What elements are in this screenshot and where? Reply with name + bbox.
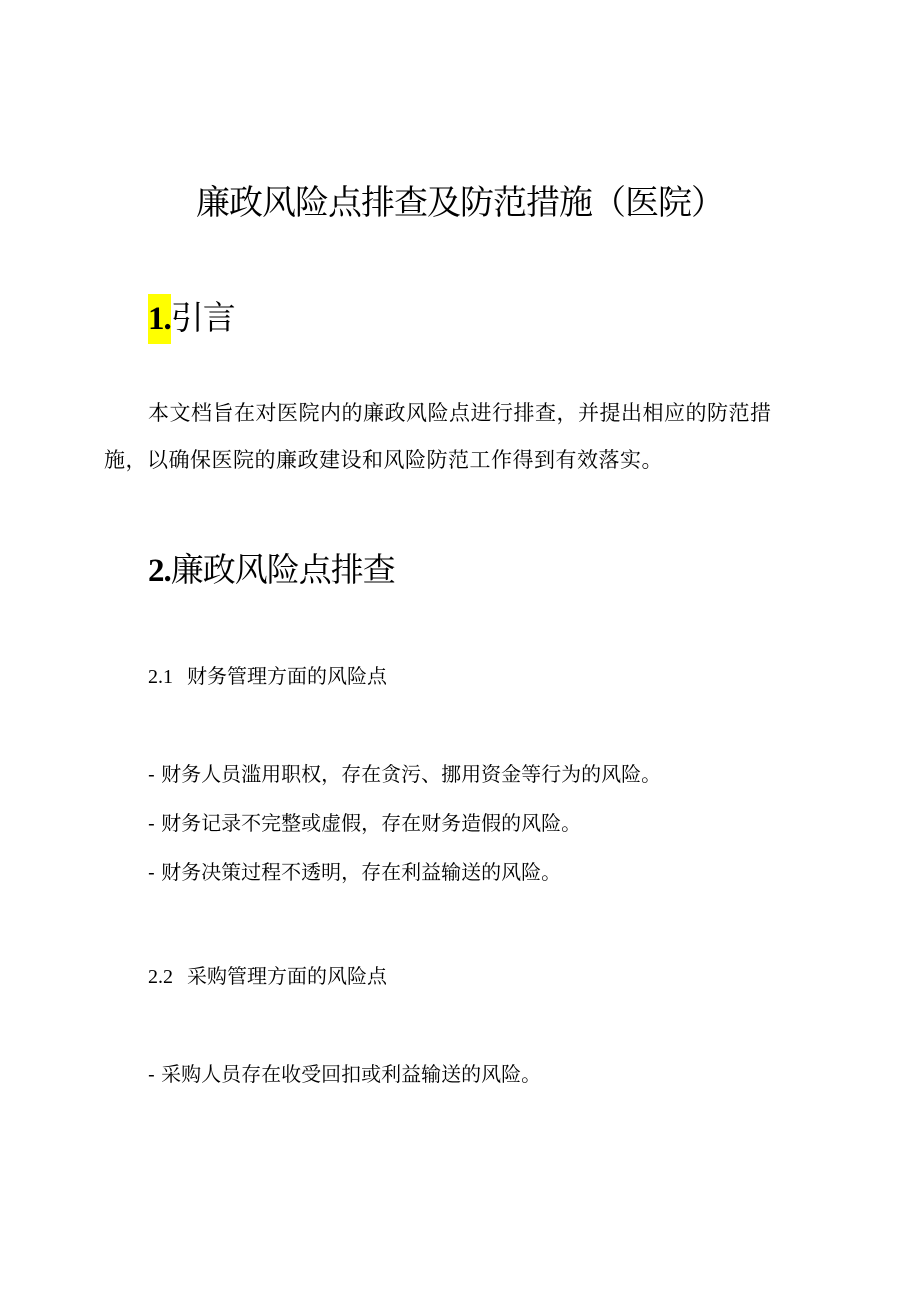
section-1-title: 引言 xyxy=(170,298,235,337)
document-title: 廉政风险点排查及防范措施（医院） xyxy=(196,183,724,223)
list-item: - 财务记录不完整或虚假，存在财务造假的风险。 xyxy=(148,811,582,835)
section-1-heading xyxy=(148,294,235,344)
subsection-2-1-title: 财务管理方面的风险点 xyxy=(187,664,387,688)
subsection-2-2-heading xyxy=(148,961,387,992)
section-2-number: 2. xyxy=(148,553,171,589)
intro-paragraph: 本文档旨在对医院内的廉政风险点进行排查，并提出相应的防范措施，以确保医院的廉政建设和风险防范工作得到有效落实。 xyxy=(104,401,772,472)
subsection-2-2-number: 2.2 xyxy=(148,966,173,988)
section-2-heading xyxy=(148,548,395,593)
list-item: - 财务决策过程不透明，存在利益输送的风险。 xyxy=(148,860,562,884)
subsection-2-1-heading xyxy=(148,661,387,692)
section-2-title: 廉政风险点排查 xyxy=(170,550,395,589)
subsection-2-2-title: 采购管理方面的风险点 xyxy=(187,964,387,988)
list-item: - 采购人员存在收受回扣或利益输送的风险。 xyxy=(148,1062,542,1086)
section-1-number: 1. xyxy=(148,294,171,344)
subsection-2-1-number: 2.1 xyxy=(148,666,173,688)
list-item: - 财务人员滥用职权，存在贪污、挪用资金等行为的风险。 xyxy=(148,762,662,786)
